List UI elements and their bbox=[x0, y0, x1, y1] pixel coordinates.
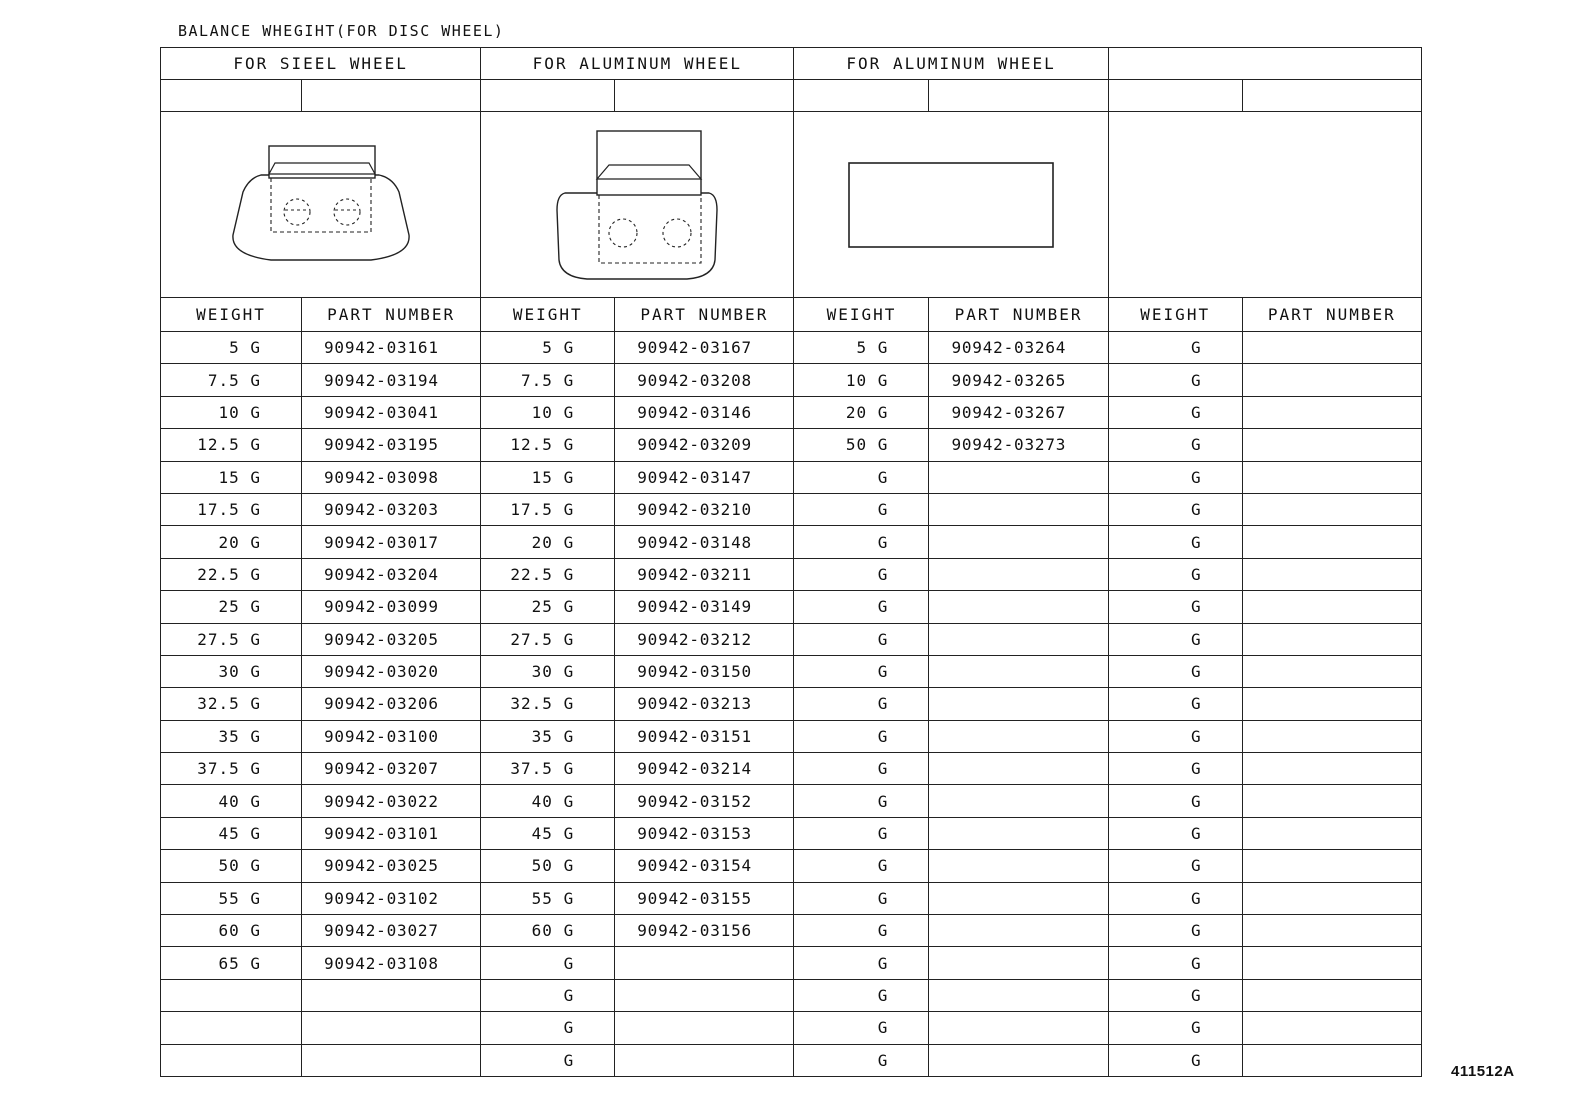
part-number-cell bbox=[1242, 493, 1421, 525]
weight-cell: 35 G bbox=[161, 720, 302, 752]
weight-cell: 50 G bbox=[161, 850, 302, 882]
part-number-cell bbox=[1242, 429, 1421, 461]
part-number-cell bbox=[1242, 364, 1421, 396]
table-row bbox=[161, 915, 1422, 947]
part-number-cell bbox=[929, 688, 1108, 720]
part-number-cell bbox=[1242, 947, 1421, 979]
part-number-cell bbox=[615, 1044, 794, 1076]
part-number-header: PART NUMBER bbox=[929, 298, 1108, 332]
part-number-cell bbox=[1242, 979, 1421, 1011]
part-number-cell: 90942-03195 bbox=[302, 429, 481, 461]
weight-cell bbox=[161, 1012, 302, 1044]
weight-header: WEIGHT bbox=[481, 298, 615, 332]
weight-cell: 40 G bbox=[161, 785, 302, 817]
part-number-cell bbox=[929, 850, 1108, 882]
weight-cell: G bbox=[481, 1012, 615, 1044]
weight-cell: 12.5 G bbox=[481, 429, 615, 461]
weight-cell: 10 G bbox=[794, 364, 929, 396]
weight-cell: G bbox=[794, 817, 929, 849]
weight-cell: G bbox=[1108, 364, 1242, 396]
weight-cell: G bbox=[1108, 850, 1242, 882]
weight-cell: G bbox=[1108, 882, 1242, 914]
weight-cell: 10 G bbox=[161, 396, 302, 428]
table-row bbox=[161, 591, 1422, 623]
part-number-cell: 90942-03041 bbox=[302, 396, 481, 428]
part-number-cell bbox=[302, 979, 481, 1011]
figure-code: 411512A bbox=[1451, 1063, 1515, 1080]
part-number-header: PART NUMBER bbox=[302, 298, 481, 332]
weight-cell: 10 G bbox=[481, 396, 615, 428]
part-number-cell: 90942-03273 bbox=[929, 429, 1108, 461]
weight-cell: G bbox=[794, 688, 929, 720]
part-number-cell: 90942-03205 bbox=[302, 623, 481, 655]
weight-cell: G bbox=[794, 461, 929, 493]
section-title: FOR SIEEL WHEEL bbox=[161, 48, 481, 80]
part-number-cell: 90942-03264 bbox=[929, 332, 1108, 364]
part-number-cell: 90942-03020 bbox=[302, 655, 481, 687]
weight-header: WEIGHT bbox=[161, 298, 302, 332]
part-number-header: PART NUMBER bbox=[1242, 298, 1421, 332]
weight-cell: G bbox=[794, 1012, 929, 1044]
weight-cell: 22.5 G bbox=[161, 558, 302, 590]
weight-cell: 20 G bbox=[481, 526, 615, 558]
table-row bbox=[161, 785, 1422, 817]
weight-cell: G bbox=[794, 526, 929, 558]
part-number-cell: 90942-03098 bbox=[302, 461, 481, 493]
table-row bbox=[161, 753, 1422, 785]
weight-cell: G bbox=[1108, 591, 1242, 623]
part-number-cell bbox=[929, 493, 1108, 525]
blank-cell bbox=[302, 80, 481, 112]
weight-cell: G bbox=[1108, 753, 1242, 785]
table-row bbox=[161, 817, 1422, 849]
weight-cell: 40 G bbox=[481, 785, 615, 817]
steel-clip-weight-illustration bbox=[221, 140, 421, 270]
weight-cell: 5 G bbox=[161, 332, 302, 364]
weight-cell: 32.5 G bbox=[481, 688, 615, 720]
weight-cell: G bbox=[1108, 493, 1242, 525]
weight-cell: G bbox=[1108, 1012, 1242, 1044]
part-number-cell: 90942-03167 bbox=[615, 332, 794, 364]
blank-subheader-row bbox=[161, 80, 1422, 112]
weight-cell: G bbox=[1108, 655, 1242, 687]
weight-cell: G bbox=[1108, 558, 1242, 590]
part-number-cell bbox=[929, 785, 1108, 817]
part-number-cell bbox=[302, 1044, 481, 1076]
weight-cell: G bbox=[794, 720, 929, 752]
part-number-cell bbox=[1242, 785, 1421, 817]
weight-cell bbox=[161, 979, 302, 1011]
table-row bbox=[161, 979, 1422, 1011]
weight-cell: 60 G bbox=[161, 915, 302, 947]
part-number-cell: 90942-03027 bbox=[302, 915, 481, 947]
part-number-cell bbox=[929, 915, 1108, 947]
weight-cell: G bbox=[794, 1044, 929, 1076]
aluminum-clip-weight-illustration-cell bbox=[481, 112, 794, 298]
weight-cell bbox=[161, 1044, 302, 1076]
illustration-row bbox=[161, 112, 1422, 298]
part-number-header: PART NUMBER bbox=[615, 298, 794, 332]
part-number-cell bbox=[929, 623, 1108, 655]
part-number-cell bbox=[1242, 461, 1421, 493]
weight-cell: G bbox=[1108, 979, 1242, 1011]
table-row bbox=[161, 882, 1422, 914]
blank-cell bbox=[794, 80, 929, 112]
part-number-cell bbox=[929, 753, 1108, 785]
weight-cell: G bbox=[794, 785, 929, 817]
part-number-cell bbox=[1242, 753, 1421, 785]
part-number-cell bbox=[929, 720, 1108, 752]
part-number-cell: 90942-03208 bbox=[615, 364, 794, 396]
weight-cell: G bbox=[794, 655, 929, 687]
adhesive-weight-illustration bbox=[846, 160, 1056, 250]
part-number-cell: 90942-03204 bbox=[302, 558, 481, 590]
table-row bbox=[161, 461, 1422, 493]
weight-cell: G bbox=[481, 1044, 615, 1076]
weight-cell: 17.5 G bbox=[481, 493, 615, 525]
weight-cell: 20 G bbox=[794, 396, 929, 428]
weight-cell: G bbox=[481, 979, 615, 1011]
weight-cell: G bbox=[794, 915, 929, 947]
part-number-cell bbox=[1242, 591, 1421, 623]
weight-cell: G bbox=[1108, 396, 1242, 428]
weight-cell: 30 G bbox=[161, 655, 302, 687]
weight-cell: 37.5 G bbox=[481, 753, 615, 785]
part-number-cell: 90942-03155 bbox=[615, 882, 794, 914]
weight-cell: G bbox=[1108, 332, 1242, 364]
part-number-cell bbox=[1242, 915, 1421, 947]
weight-cell: G bbox=[794, 558, 929, 590]
steel-weight-illustration-cell bbox=[161, 112, 481, 298]
weight-cell: G bbox=[1108, 817, 1242, 849]
page-title: BALANCE WHEGIHT(FOR DISC WHEEL) bbox=[178, 22, 505, 40]
weight-cell: G bbox=[794, 882, 929, 914]
weight-cell: G bbox=[1108, 785, 1242, 817]
part-number-cell: 90942-03265 bbox=[929, 364, 1108, 396]
part-number-cell bbox=[1242, 817, 1421, 849]
table-row bbox=[161, 947, 1422, 979]
weight-cell: G bbox=[794, 623, 929, 655]
blank-cell bbox=[1242, 80, 1421, 112]
part-number-cell bbox=[929, 947, 1108, 979]
section-title bbox=[1108, 48, 1421, 80]
blank-cell bbox=[615, 80, 794, 112]
part-number-cell bbox=[615, 979, 794, 1011]
weight-cell: G bbox=[1108, 915, 1242, 947]
part-number-cell bbox=[1242, 332, 1421, 364]
part-number-cell: 90942-03203 bbox=[302, 493, 481, 525]
weight-cell: 7.5 G bbox=[481, 364, 615, 396]
table-row bbox=[161, 364, 1422, 396]
table-row bbox=[161, 526, 1422, 558]
part-number-cell bbox=[929, 1012, 1108, 1044]
part-number-cell: 90942-03022 bbox=[302, 785, 481, 817]
part-number-cell: 90942-03148 bbox=[615, 526, 794, 558]
table-row bbox=[161, 429, 1422, 461]
part-number-cell bbox=[302, 1012, 481, 1044]
part-number-cell bbox=[1242, 655, 1421, 687]
weight-cell: G bbox=[1108, 623, 1242, 655]
table-row bbox=[161, 332, 1422, 364]
weight-header: WEIGHT bbox=[794, 298, 929, 332]
weight-cell: 55 G bbox=[161, 882, 302, 914]
part-number-cell bbox=[1242, 688, 1421, 720]
part-number-cell: 90942-03102 bbox=[302, 882, 481, 914]
table-row bbox=[161, 558, 1422, 590]
weight-cell: 27.5 G bbox=[161, 623, 302, 655]
weight-cell: 55 G bbox=[481, 882, 615, 914]
table-row bbox=[161, 623, 1422, 655]
part-number-cell: 90942-03161 bbox=[302, 332, 481, 364]
part-number-cell: 90942-03209 bbox=[615, 429, 794, 461]
weight-cell: 27.5 G bbox=[481, 623, 615, 655]
weight-cell: G bbox=[1108, 461, 1242, 493]
part-number-cell: 90942-03207 bbox=[302, 753, 481, 785]
part-number-cell: 90942-03211 bbox=[615, 558, 794, 590]
part-number-cell bbox=[929, 461, 1108, 493]
part-number-cell: 90942-03194 bbox=[302, 364, 481, 396]
part-number-cell: 90942-03146 bbox=[615, 396, 794, 428]
blank-cell bbox=[1108, 80, 1242, 112]
part-number-cell: 90942-03152 bbox=[615, 785, 794, 817]
weight-cell: G bbox=[794, 850, 929, 882]
blank-cell bbox=[161, 80, 302, 112]
weight-cell: 25 G bbox=[161, 591, 302, 623]
weight-cell: 35 G bbox=[481, 720, 615, 752]
weight-cell: G bbox=[481, 947, 615, 979]
weight-cell: 20 G bbox=[161, 526, 302, 558]
part-number-cell bbox=[615, 947, 794, 979]
part-number-cell bbox=[1242, 1044, 1421, 1076]
part-number-cell bbox=[929, 591, 1108, 623]
part-number-cell: 90942-03214 bbox=[615, 753, 794, 785]
part-number-cell bbox=[929, 558, 1108, 590]
blank-cell bbox=[929, 80, 1108, 112]
part-number-cell bbox=[1242, 396, 1421, 428]
table-row bbox=[161, 688, 1422, 720]
table-row bbox=[161, 396, 1422, 428]
part-number-cell: 90942-03099 bbox=[302, 591, 481, 623]
part-number-cell: 90942-03213 bbox=[615, 688, 794, 720]
weight-cell: G bbox=[1108, 688, 1242, 720]
section-header-row bbox=[161, 48, 1422, 80]
part-number-cell bbox=[1242, 526, 1421, 558]
part-number-cell: 90942-03149 bbox=[615, 591, 794, 623]
table-row bbox=[161, 720, 1422, 752]
weight-cell: G bbox=[794, 493, 929, 525]
weight-cell: G bbox=[1108, 720, 1242, 752]
part-number-cell: 90942-03154 bbox=[615, 850, 794, 882]
weight-cell: 7.5 G bbox=[161, 364, 302, 396]
section-title: FOR ALUMINUM WHEEL bbox=[794, 48, 1108, 80]
part-number-cell: 90942-03147 bbox=[615, 461, 794, 493]
weight-cell: 17.5 G bbox=[161, 493, 302, 525]
part-number-cell bbox=[1242, 623, 1421, 655]
part-number-cell: 90942-03025 bbox=[302, 850, 481, 882]
weight-cell: G bbox=[794, 753, 929, 785]
weight-cell: 22.5 G bbox=[481, 558, 615, 590]
part-number-cell bbox=[929, 1044, 1108, 1076]
part-number-cell: 90942-03017 bbox=[302, 526, 481, 558]
weight-cell: G bbox=[794, 591, 929, 623]
part-number-cell: 90942-03101 bbox=[302, 817, 481, 849]
weight-cell: 12.5 G bbox=[161, 429, 302, 461]
part-number-cell: 90942-03212 bbox=[615, 623, 794, 655]
column-header-row bbox=[161, 298, 1422, 332]
weight-cell: G bbox=[1108, 526, 1242, 558]
part-number-cell: 90942-03206 bbox=[302, 688, 481, 720]
part-number-cell bbox=[1242, 882, 1421, 914]
part-number-cell: 90942-03151 bbox=[615, 720, 794, 752]
weight-cell: 50 G bbox=[481, 850, 615, 882]
empty-illustration-cell bbox=[1108, 112, 1421, 298]
adhesive-weight-illustration-cell bbox=[794, 112, 1108, 298]
weight-cell: 65 G bbox=[161, 947, 302, 979]
part-number-cell bbox=[1242, 558, 1421, 590]
weight-cell: 30 G bbox=[481, 655, 615, 687]
part-number-cell bbox=[1242, 720, 1421, 752]
part-number-cell: 90942-03150 bbox=[615, 655, 794, 687]
part-number-cell bbox=[929, 526, 1108, 558]
part-number-cell bbox=[929, 655, 1108, 687]
weight-cell: 60 G bbox=[481, 915, 615, 947]
blank-cell bbox=[481, 80, 615, 112]
weight-cell: 15 G bbox=[481, 461, 615, 493]
part-number-cell bbox=[1242, 1012, 1421, 1044]
table-row bbox=[161, 1044, 1422, 1076]
table-row bbox=[161, 493, 1422, 525]
weight-cell: G bbox=[1108, 947, 1242, 979]
part-number-cell: 90942-03100 bbox=[302, 720, 481, 752]
part-number-cell: 90942-03156 bbox=[615, 915, 794, 947]
weight-cell: 5 G bbox=[481, 332, 615, 364]
aluminum-clip-weight-illustration bbox=[537, 125, 737, 285]
weight-cell: G bbox=[794, 947, 929, 979]
weight-cell: G bbox=[794, 979, 929, 1011]
table-row bbox=[161, 1012, 1422, 1044]
part-number-cell bbox=[1242, 850, 1421, 882]
part-number-cell bbox=[615, 1012, 794, 1044]
part-number-cell bbox=[929, 882, 1108, 914]
weight-cell: 45 G bbox=[161, 817, 302, 849]
part-number-cell: 90942-03210 bbox=[615, 493, 794, 525]
part-number-cell bbox=[929, 817, 1108, 849]
weight-header: WEIGHT bbox=[1108, 298, 1242, 332]
balance-weight-table bbox=[160, 47, 1422, 1077]
weight-cell: 45 G bbox=[481, 817, 615, 849]
weight-cell: G bbox=[1108, 429, 1242, 461]
weight-cell: G bbox=[1108, 1044, 1242, 1076]
table-row bbox=[161, 850, 1422, 882]
weight-cell: 50 G bbox=[794, 429, 929, 461]
weight-cell: 5 G bbox=[794, 332, 929, 364]
part-number-cell: 90942-03108 bbox=[302, 947, 481, 979]
weight-cell: 25 G bbox=[481, 591, 615, 623]
weight-cell: 32.5 G bbox=[161, 688, 302, 720]
table-row bbox=[161, 655, 1422, 687]
part-number-cell: 90942-03267 bbox=[929, 396, 1108, 428]
part-number-cell: 90942-03153 bbox=[615, 817, 794, 849]
weight-cell: 15 G bbox=[161, 461, 302, 493]
weight-cell: 37.5 G bbox=[161, 753, 302, 785]
part-number-cell bbox=[929, 979, 1108, 1011]
section-title: FOR ALUMINUM WHEEL bbox=[481, 48, 794, 80]
